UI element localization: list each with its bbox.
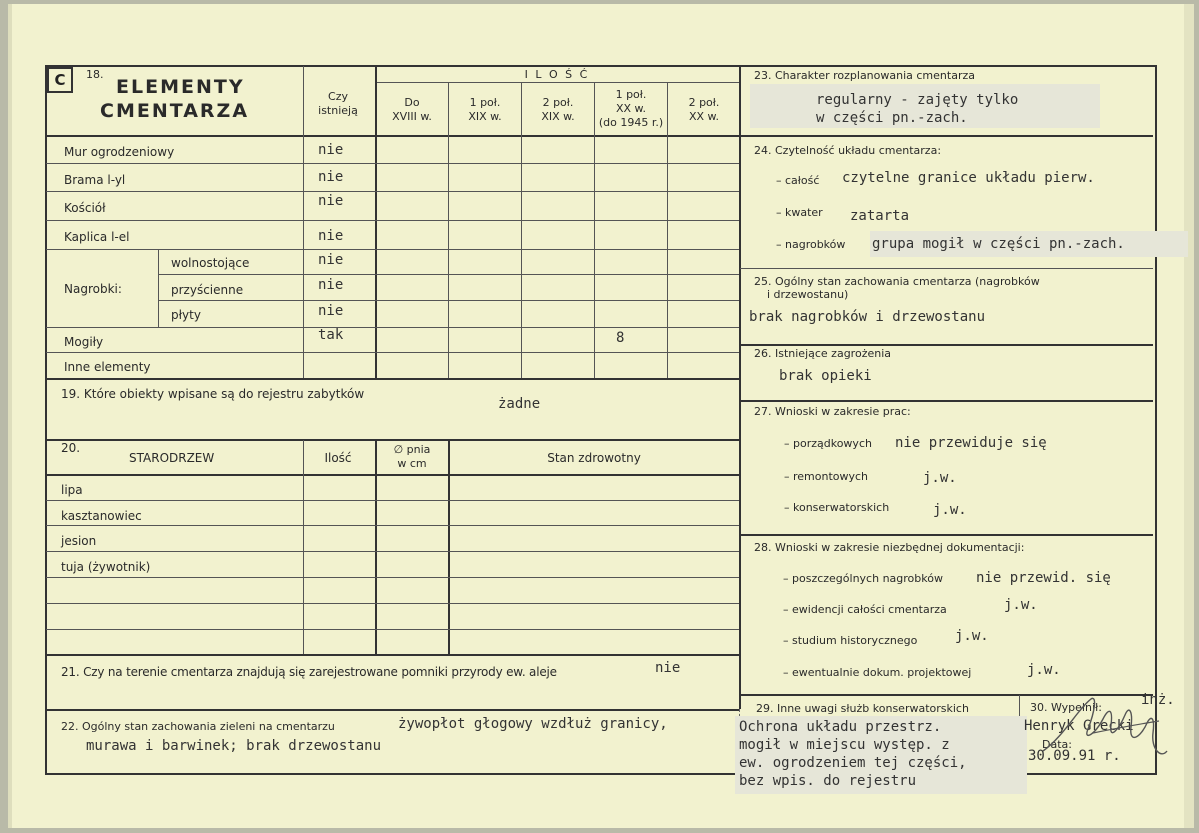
q22-label: 22. Ogólny stan zachowania zieleni na cmentarzu xyxy=(61,720,335,733)
q29-line: bez wpis. do rejestru xyxy=(739,773,917,789)
tree-row-label: jesion xyxy=(61,534,97,548)
q28-item-label: – ewidencji całości cmentarza xyxy=(783,603,947,616)
q28-label: 28. Wnioski w zakresie niezbędnej dokumentacji: xyxy=(754,541,1025,554)
tree-row-label: lipa xyxy=(61,483,83,497)
trees-row-line xyxy=(46,525,739,526)
trees-diameter-header: ∅ pnia w cm xyxy=(393,443,431,470)
q24-label: 24. Czytelność układu cmentarza: xyxy=(754,144,942,157)
q19-rule xyxy=(46,439,739,441)
row-label: Kaplica l-el xyxy=(64,230,130,244)
col-line-label xyxy=(303,66,304,380)
q23-rule xyxy=(740,135,1153,137)
trees-row-line xyxy=(46,629,739,630)
col-line-p4 xyxy=(667,82,668,380)
q27-rule xyxy=(740,534,1153,536)
col-line-exists xyxy=(375,66,377,380)
row-line xyxy=(159,300,739,301)
nagrobki-label: Nagrobki: xyxy=(64,282,122,296)
row-line xyxy=(46,249,739,250)
q30-label: 30. Wypełnił: xyxy=(1030,701,1102,714)
q28-item-answer: j.w. xyxy=(955,628,989,644)
trees-health-header: Stan zdrowotny xyxy=(547,451,641,465)
q28-item-label: – ewentualnie dokum. projektowej xyxy=(783,666,972,679)
q21-rule xyxy=(46,709,739,711)
row-label: przyścienne xyxy=(171,283,244,297)
trees-row-line xyxy=(46,603,739,604)
q24-item-answer: czytelne granice układu pierw. xyxy=(842,170,1095,186)
q30-name: Henryk Grecki xyxy=(1024,718,1134,734)
row-exists: nie xyxy=(318,193,344,209)
trees-header-rule xyxy=(46,474,739,476)
row-line xyxy=(46,220,739,221)
period-col-2: 1 poł. XIX w. xyxy=(468,96,502,123)
trees-bottom-rule xyxy=(46,654,739,656)
q28-item-label: – studium historycznego xyxy=(783,634,918,647)
q30-name-prefix: inż. xyxy=(1141,692,1175,708)
q24-item-answer: grupa mogił w części pn.-zach. xyxy=(872,236,1125,252)
q26-answer: brak opieki xyxy=(779,368,872,384)
row-exists: nie xyxy=(318,142,344,158)
nagrobki-divider xyxy=(158,249,159,327)
q24-rule xyxy=(740,268,1153,269)
q22-answer-line1: żywopłot głogowy wzdłuż granicy, xyxy=(398,716,668,732)
q29-line: mogił w miejscu występ. z xyxy=(739,737,950,753)
q28-item-answer: j.w. xyxy=(1027,662,1061,678)
tree-row-label: tuja (żywotnik) xyxy=(61,560,151,574)
main-divider xyxy=(739,66,741,709)
q26-rule xyxy=(740,400,1153,402)
q30-date-label: Data: xyxy=(1042,738,1072,751)
row-line xyxy=(46,163,739,164)
q27-item-label: – porządkowych xyxy=(784,437,872,450)
col-line-p3 xyxy=(594,82,595,380)
row-label: Mur ogrodzeniowy xyxy=(64,145,175,159)
exists-column-header: Czy istnieją xyxy=(318,90,358,117)
row-label: Brama l-yl xyxy=(64,173,126,187)
col-line-p1 xyxy=(448,82,449,380)
tree-row-label: kasztanowiec xyxy=(61,509,142,523)
row-label: Mogiły xyxy=(64,335,104,349)
trees-row-line xyxy=(46,577,739,578)
q27-label: 27. Wnioski w zakresie prac: xyxy=(754,405,911,418)
section-number: 18. xyxy=(86,68,104,81)
q24-item-label: – nagrobków xyxy=(776,238,846,251)
q28-item-answer: j.w. xyxy=(1004,597,1038,613)
row-label: Inne elementy xyxy=(64,360,151,374)
period-col-1: Do XVIII w. xyxy=(392,96,432,123)
row-label: Kościół xyxy=(64,201,106,215)
trees-col-line xyxy=(303,440,304,654)
row-label: płyty xyxy=(171,308,201,322)
q28-item-label: – poszczególnych nagrobków xyxy=(783,572,943,585)
section-letter-box: C xyxy=(47,67,73,93)
q29-line: Ochrona układu przestrz. xyxy=(739,719,942,735)
q23-label: 23. Charakter rozplanowania cmentarza xyxy=(754,69,975,82)
q25-rule xyxy=(740,344,1153,346)
q25-label-line2: i drzewostanu) xyxy=(767,288,849,301)
q19-answer: żadne xyxy=(498,396,541,412)
q27-item-answer: nie przewiduje się xyxy=(895,435,1047,451)
q21-answer: nie xyxy=(655,660,681,676)
row-exists: nie xyxy=(318,228,344,244)
period-col-3: 2 poł. XIX w. xyxy=(541,96,575,123)
q28-item-answer: nie przewid. się xyxy=(976,570,1111,586)
row-line xyxy=(46,191,739,192)
row-exists: tak xyxy=(318,327,344,343)
q25-label-line1: 25. Ogólny stan zachowania cmentarza (nagrobków xyxy=(754,275,1040,288)
col-line-p2 xyxy=(521,82,522,380)
q30-date: 30.09.91 r. xyxy=(1028,748,1121,764)
q27-item-label: – remontowych xyxy=(784,470,869,483)
q25-answer: brak nagrobków i drzewostanu xyxy=(749,309,986,325)
section-title-line1: ELEMENTY xyxy=(116,76,245,98)
row-exists: nie xyxy=(318,303,344,319)
quantity-header: I L O Ś Ć xyxy=(524,68,590,81)
q29-line: ew. ogrodzeniem tej części, xyxy=(739,755,967,771)
row-line xyxy=(46,327,739,328)
q23-answer-line2: w części pn.-zach. xyxy=(816,110,968,126)
q22-answer-line2: murawa i barwinek; brak drzewostanu xyxy=(86,738,382,754)
period-col-5: 2 poł. XX w. xyxy=(688,96,720,123)
q23-answer-line1: regularny - zajęty tylko xyxy=(816,92,1019,108)
q26-label: 26. Istniejące zagrożenia xyxy=(754,347,892,360)
row-exists: nie xyxy=(318,277,344,293)
quantity-rule xyxy=(376,82,739,83)
signature-icon xyxy=(1033,689,1173,769)
row-exists: nie xyxy=(318,169,344,185)
row-label: wolnostojące xyxy=(171,256,250,270)
section-title-line2: CMENTARZA xyxy=(100,100,250,122)
row-count: 8 xyxy=(616,330,625,346)
header-rule xyxy=(46,135,739,137)
q24-item-answer: zatarta xyxy=(850,208,910,224)
trees-row-line xyxy=(46,500,739,501)
period-col-4: 1 poł. XX w. (do 1945 r.) xyxy=(598,88,664,129)
q27-item-label: – konserwatorskich xyxy=(784,501,890,514)
row-exists: nie xyxy=(318,252,344,268)
q29-label: 29. Inne uwagi służb konserwatorskich xyxy=(756,702,969,715)
trees-header: STARODRZEW xyxy=(129,451,215,465)
row-line xyxy=(159,274,739,275)
q24-item-label: – kwater xyxy=(776,206,823,219)
trees-row-line xyxy=(46,551,739,552)
q27-item-answer: j.w. xyxy=(933,502,967,518)
trees-col-line xyxy=(375,440,377,654)
trees-count-header: Ilość xyxy=(324,451,352,465)
q27-item-answer: j.w. xyxy=(923,470,957,486)
q19-label: 19. Które obiekty wpisane są do rejestru zabytków xyxy=(61,387,365,401)
q24-item-label: – całość xyxy=(776,174,820,187)
trees-col-line xyxy=(448,440,450,654)
row-line xyxy=(46,352,739,353)
table-bottom-rule xyxy=(46,378,739,380)
trees-number: 20. xyxy=(61,441,81,455)
q21-label: 21. Czy na terenie cmentarza znajdują się zarejestrowane pomniki przyrody ew. aleje xyxy=(61,665,557,679)
cemetery-record-card xyxy=(8,4,1194,828)
